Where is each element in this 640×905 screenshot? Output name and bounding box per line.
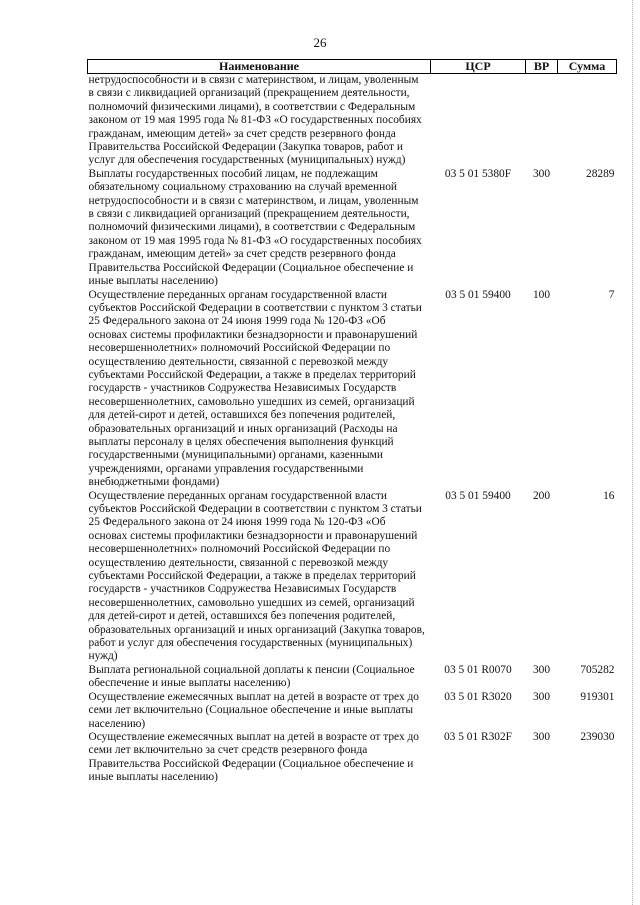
budget-table — [87, 59, 617, 785]
row-csr: 03 5 01 R302F — [443, 730, 513, 743]
row-csr: 03 5 01 R3020 — [444, 690, 512, 703]
table-row — [88, 168, 617, 289]
row-csr: 03 5 01 5380F — [444, 167, 512, 180]
row-csr: 03 5 01 59400 — [445, 288, 511, 301]
row-sum: 919301 — [580, 690, 615, 703]
header-vr: ВР — [526, 60, 558, 74]
row-sum: 7 — [608, 288, 615, 301]
row-sum: 239030 — [580, 730, 615, 743]
row-vr: 300 — [532, 730, 551, 743]
row-name: Осуществление переданных органам государственной власти субъектов Российской Федерации в соответствии с пунктом 3 статьи 25 Федерального закона от 24 июня 1999 года № 120-ФЗ «Об основах системы профилактики безнадзорности и правонарушений несовершеннолетних» полномочий Российской Федерации по осуществлению деятельности, связанной с перевозкой между субъектами Российской Федерации, а также в пределах территорий государств - участников Содружества Независимых Государств несовершеннолетних, самовольно ушедших из семей, организаций для детей-сирот и детей, оставшихся без попечения родителей, образовательных организаций и иных организаций (Закупка товаров, работ и услуг для обеспечения государственных (муниципальных) нужд) — [88, 489, 425, 663]
table-row — [88, 731, 617, 785]
row-vr — [526, 74, 558, 168]
header-name: Наименование — [88, 60, 431, 74]
row-name: Осуществление ежемесячных выплат на детей в возрасте от трех до семи лет включительно за счет средств резервного фонда Правительства Российской Федерации (Социальное обеспечение и иные выплаты населению) — [88, 730, 419, 784]
table-row — [88, 74, 617, 168]
row-vr: 300 — [532, 690, 551, 703]
table-row — [88, 691, 617, 731]
page-number: 26 — [313, 35, 327, 50]
row-name: Выплаты государственных пособий лицам, не подлежащим обязательному социальному страхованию на случай временной нетрудоспособности и в связи с материнством, и лицам, уволенным в связи с ликвидацией организаций (прекращением деятельности, полномочий физическими лицами), в соответствии с Федеральным законом от 19 мая 1995 года № 81-ФЗ «О государственных пособиях гражданам, имеющим детей» за счет средств резервного фонда Правительства Российской Федерации (Социальное обеспечение и иные выплаты населению) — [88, 167, 422, 288]
row-csr: 03 5 01 59400 — [445, 489, 511, 502]
scan-margin-line — [631, 0, 633, 905]
row-sum: 16 — [603, 489, 615, 502]
row-name: Осуществление ежемесячных выплат на детей в возрасте от трех до семи лет включительно (Социальное обеспечение и иные выплаты населению) — [88, 690, 419, 730]
row-sum: 28289 — [586, 167, 615, 180]
row-sum: 705282 — [580, 663, 615, 676]
row-csr: 03 5 01 R0070 — [444, 663, 512, 676]
table-row — [88, 664, 617, 691]
row-name: Осуществление переданных органам государственной власти субъектов Российской Федерации в соответствии с пунктом 3 статьи 25 Федерального закона от 24 июня 1999 года № 120-ФЗ «Об основах системы профилактики безнадзорности и правонарушений несовершеннолетних» полномочий Российской Федерации по осуществлению деятельности, связанной с перевозкой между субъектами Российской Федерации, а также в пределах территорий государств - участников Содружества Независимых Государств несовершеннолетних, самовольно ушедших из семей, организаций для детей-сирот и детей, оставшихся без попечения родителей, образовательных организаций и иных организаций (Расходы на выплаты персоналу в целях обеспечения выполнения функций государственными (муниципальными) органами, казенными учреждениями, органами управления государственными внебюджетными фондами) — [88, 288, 422, 489]
row-vr: 300 — [532, 663, 551, 676]
row-vr: 100 — [532, 288, 551, 301]
table-row — [88, 490, 617, 664]
header-sum: Сумма — [558, 60, 617, 74]
row-name: нетрудоспособности и в связи с материнством, и лицам, уволенным в связи с ликвидацией организаций (прекращением деятельности, полномочий физическими лицами), в соответствии с Федеральным законом от 19 мая 1995 года № 81-ФЗ «О государственных пособиях гражданам, имеющим детей» за счет средств резервного фонда Правительства Российской Федерации (Закупка товаров, работ и услуг для обеспечения государственных (муниципальных) нужд) — [88, 74, 422, 167]
row-csr — [431, 74, 526, 168]
row-vr: 300 — [532, 167, 551, 180]
row-vr: 200 — [532, 489, 551, 502]
row-sum — [558, 74, 617, 168]
table-row — [88, 289, 617, 490]
table-header-row — [88, 60, 617, 74]
row-name: Выплата региональной социальной доплаты к пенсии (Социальное обеспечение и иные выплаты населению) — [88, 663, 415, 690]
header-csr: ЦСР — [431, 60, 526, 74]
